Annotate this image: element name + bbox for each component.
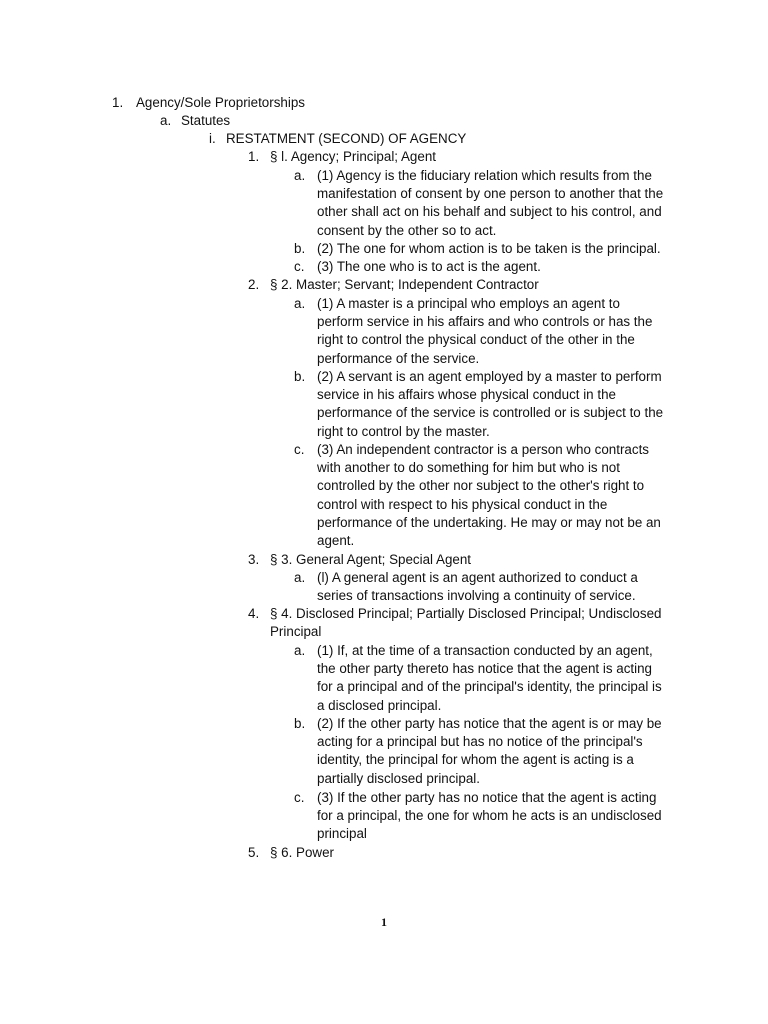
outline-marker-1: 1. xyxy=(112,95,124,110)
item-marker: b. xyxy=(294,241,306,256)
item-text: (3) An independent contractor is a person who contracts with another to do something for him but who is not controlled by the other nor subject to the other's right to control with respect to his physical conduct in the performance of the undertaking. He may or may not be an agent. xyxy=(317,442,661,549)
item-marker: a. xyxy=(294,168,306,183)
section-marker: 1. xyxy=(248,149,260,164)
item-text: (1) If, at the time of a transaction conducted by an agent, the other party thereto has notice that the agent is acting for a principal and of the principal's identity, the principal is a disclosed principal. xyxy=(317,643,662,713)
outline-heading-3: RESTATMENT (SECOND) OF AGENCY xyxy=(226,131,467,146)
page-number: 1 xyxy=(381,915,387,929)
item-text: (3) The one who is to act is the agent. xyxy=(317,259,541,274)
section-heading: § 2. Master; Servant; Independent Contractor xyxy=(270,277,539,292)
item-text: (2) The one for whom action is to be taken is the principal. xyxy=(317,241,661,256)
outline-heading-2: Statutes xyxy=(181,113,231,128)
section-heading: § 3. General Agent; Special Agent xyxy=(270,552,472,567)
section-heading: § 6. Power xyxy=(270,845,335,860)
item-text: (1) Agency is the fiduciary relation which results from the manifestation of consent by one person to another that the other shall act on his behalf and subject to his control, and consent by the other so to act. xyxy=(317,168,664,238)
item-text: (2) If the other party has notice that the agent is or may be acting for a principal but has no notice of the principal's identity, the principal for whom the agent is acting is a partially disclosed principal. xyxy=(317,716,662,786)
item-text: (1) A master is a principal who employs an agent to perform service in his affairs and who controls or has the right to control the physical conduct of the other in the performance of the service. xyxy=(317,296,653,366)
section-heading: § l. Agency; Principal; Agent xyxy=(270,149,436,164)
section-marker: 4. xyxy=(248,606,260,621)
section-marker: 3. xyxy=(248,552,260,567)
item-marker: b. xyxy=(294,369,306,384)
item-marker: b. xyxy=(294,716,306,731)
outline-marker-2: a. xyxy=(160,113,172,128)
section-marker: 2. xyxy=(248,277,260,292)
item-text: (l) A general agent is an agent authorized to conduct a series of transactions involving a continuity of service. xyxy=(317,570,638,604)
item-marker: a. xyxy=(294,296,306,311)
section-heading: § 4. Disclosed Principal; Partially Disclosed Principal; Undisclosed Principal xyxy=(270,606,662,640)
item-marker: c. xyxy=(294,259,305,274)
item-text: (2) A servant is an agent employed by a master to perform service in his affairs whose physical conduct in the performance of the service is controlled or is subject to the right to control by the master. xyxy=(317,369,664,439)
item-marker: c. xyxy=(294,442,305,457)
outline-marker-3: i. xyxy=(209,131,216,146)
item-marker: c. xyxy=(294,790,305,805)
section-marker: 5. xyxy=(248,845,260,860)
item-marker: a. xyxy=(294,643,306,658)
item-marker: a. xyxy=(294,570,306,585)
outline-heading-1: Agency/Sole Proprietorships xyxy=(136,95,305,110)
item-text: (3) If the other party has no notice that the agent is acting for a principal, the one for whom he acts is an undisclosed principal xyxy=(317,790,662,842)
